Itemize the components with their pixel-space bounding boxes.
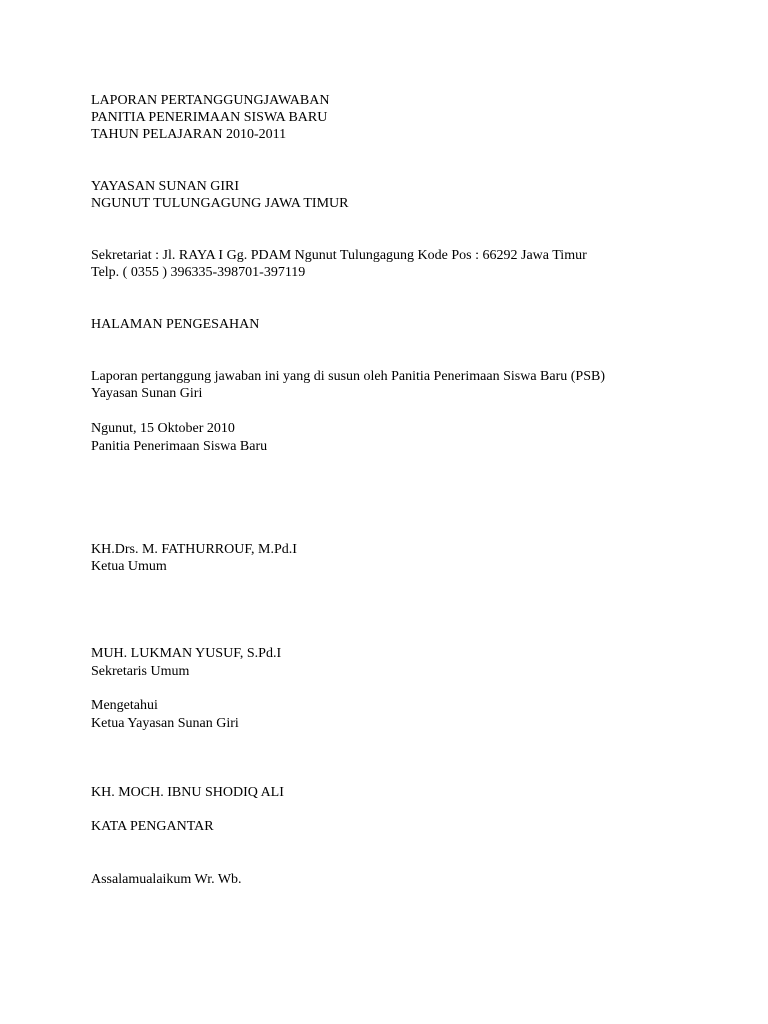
report-title-line-1: LAPORAN PERTANGGUNGJAWABAN <box>91 93 330 108</box>
report-title-line-2: PANITIA PENERIMAAN SISWA BARU <box>91 110 328 125</box>
acknowledgement-label: Mengetahui <box>91 698 158 713</box>
telephone-numbers: Telp. ( 0355 ) 396335-398701-397119 <box>91 265 306 280</box>
signatory-name-secretary: MUH. LUKMAN YUSUF, S.Pd.I <box>91 646 282 661</box>
committee-name: Panitia Penerimaan Siswa Baru <box>91 439 268 454</box>
greeting: Assalamualaikum Wr. Wb. <box>91 872 242 887</box>
signatory-name-chairman: KH.Drs. M. FATHURROUF, M.Pd.I <box>91 542 297 557</box>
statement-line-2: Yayasan Sunan Giri <box>91 386 203 401</box>
signatory-role-chairman: Ketua Umum <box>91 559 167 574</box>
acknowledgement-role: Ketua Yayasan Sunan Giri <box>91 716 239 731</box>
organization-name: YAYASAN SUNAN GIRI <box>91 179 240 194</box>
acknowledgement-name: KH. MOCH. IBNU SHODIQ ALI <box>91 785 284 800</box>
place-date: Ngunut, 15 Oktober 2010 <box>91 421 235 436</box>
report-title-line-3: TAHUN PELAJARAN 2010-2011 <box>91 127 287 142</box>
section-heading-approval: HALAMAN PENGESAHAN <box>91 317 260 332</box>
section-heading-foreword: KATA PENGANTAR <box>91 819 214 834</box>
organization-location: NGUNUT TULUNGAGUNG JAWA TIMUR <box>91 196 349 211</box>
secretariat-address: Sekretariat : Jl. RAYA I Gg. PDAM Ngunut Tulungagung Kode Pos : 66292 Jawa Timur <box>91 248 587 263</box>
statement-line-1: Laporan pertanggung jawaban ini yang di susun oleh Panitia Penerimaan Siswa Baru (PSB) <box>91 369 606 384</box>
signatory-role-secretary: Sekretaris Umum <box>91 664 190 679</box>
